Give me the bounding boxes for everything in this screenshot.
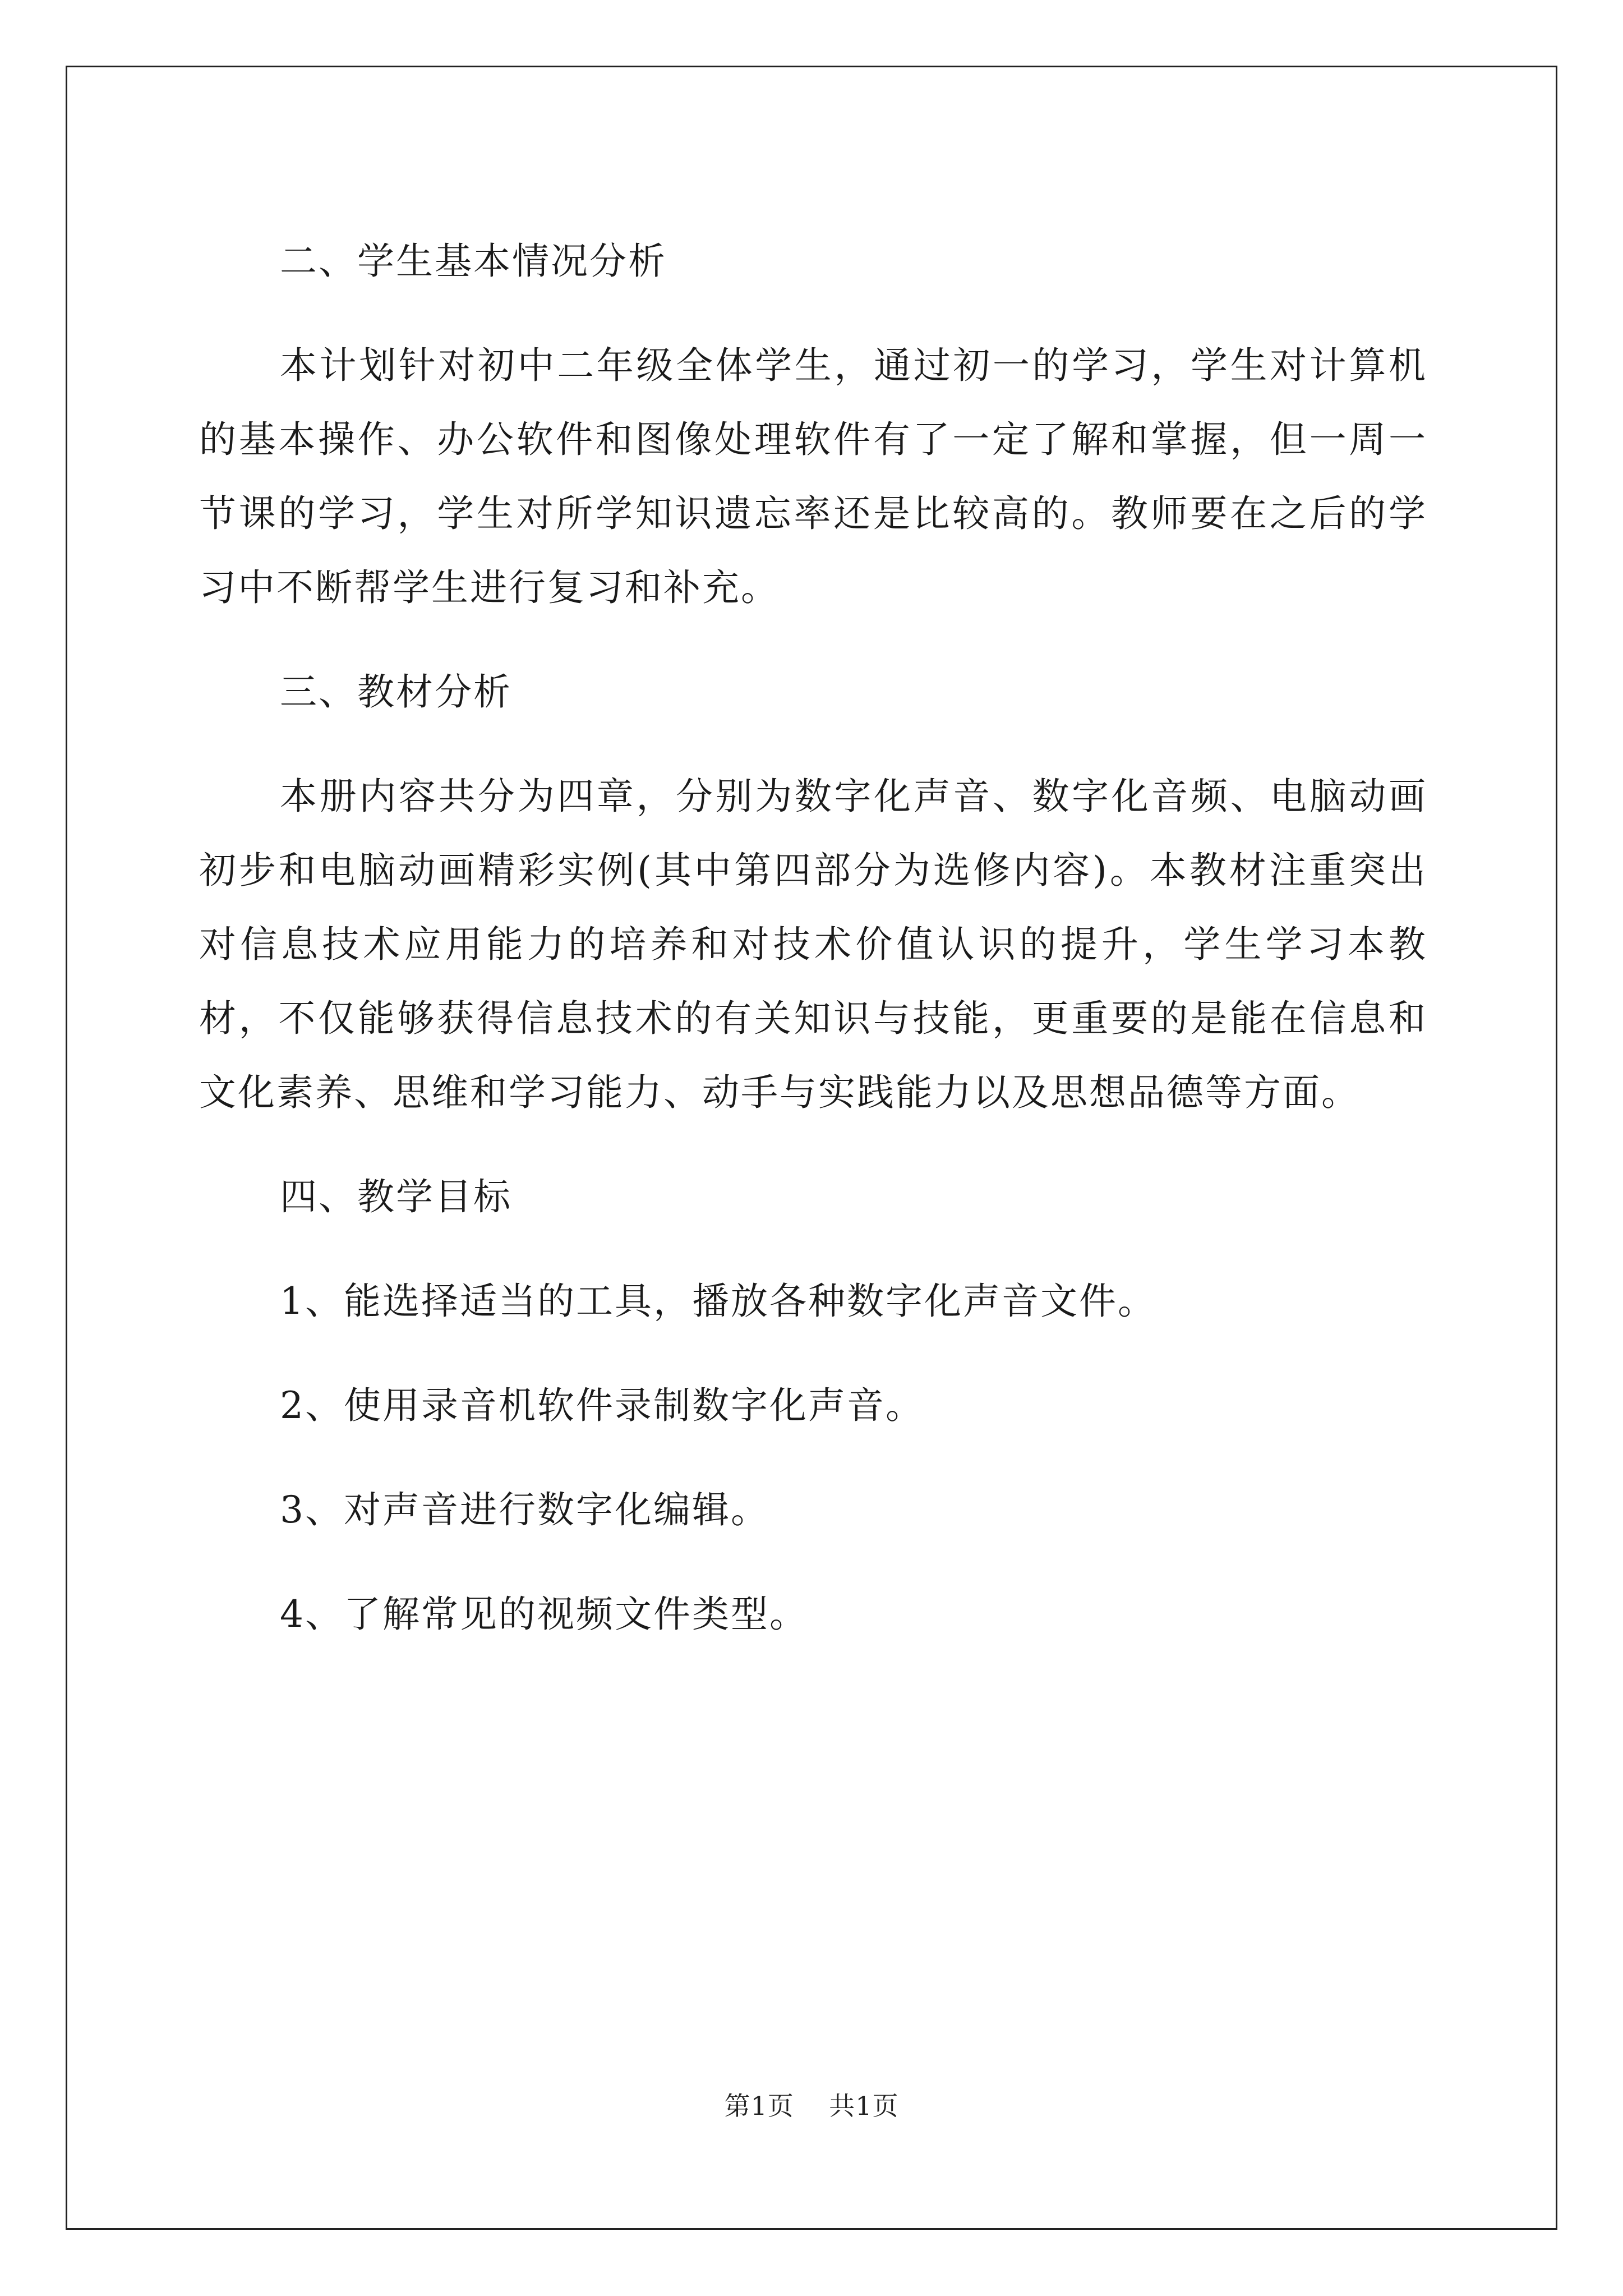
section-heading-textbook-analysis: 三、教材分析 [280,670,512,714]
page-footer [0,2086,1623,2123]
list-item: 3、对声音进行数字化编辑。 [280,1488,769,1531]
document-body [199,224,1427,1682]
paragraph-student-analysis: 本计划针对初中二年级全体学生，通过初一的学习，学生对计算机的基本操作、办公软件和图像处理软件有了一定了解和掌握，但一周一节课的学习，学生对所学知识遗忘率还是比较高的。教师要在之后的学习中不断帮学生进行复习和补充。 [199,344,1427,609]
paragraph-textbook-analysis: 本册内容共分为四章，分别为数字化声音、数字化音频、电脑动画初步和电脑动画精彩实例(其中第四部分为选修内容)。本教材注重突出对信息技术应用能力的培养和对技术价值认识的提升，学生学习本教材，不仅能够获得信息技术的有关知识与技能，更重要的是能在信息和文化素养、思维和学习能力、动手与实践能力以及思想品德等方面。 [199,775,1427,1114]
section-heading-teaching-goals: 四、教学目标 [280,1175,512,1218]
section-heading-student-analysis: 二、学生基本情况分析 [280,240,667,283]
list-item: 1、能选择适当的工具，播放各种数字化声音文件。 [280,1280,1156,1323]
list-item: 4、了解常见的视频文件类型。 [280,1593,808,1636]
page-total: 共1页 [829,2091,899,2121]
page-number: 第1页 [724,2091,794,2121]
list-item: 2、使用录音机软件录制数字化声音。 [280,1384,924,1427]
